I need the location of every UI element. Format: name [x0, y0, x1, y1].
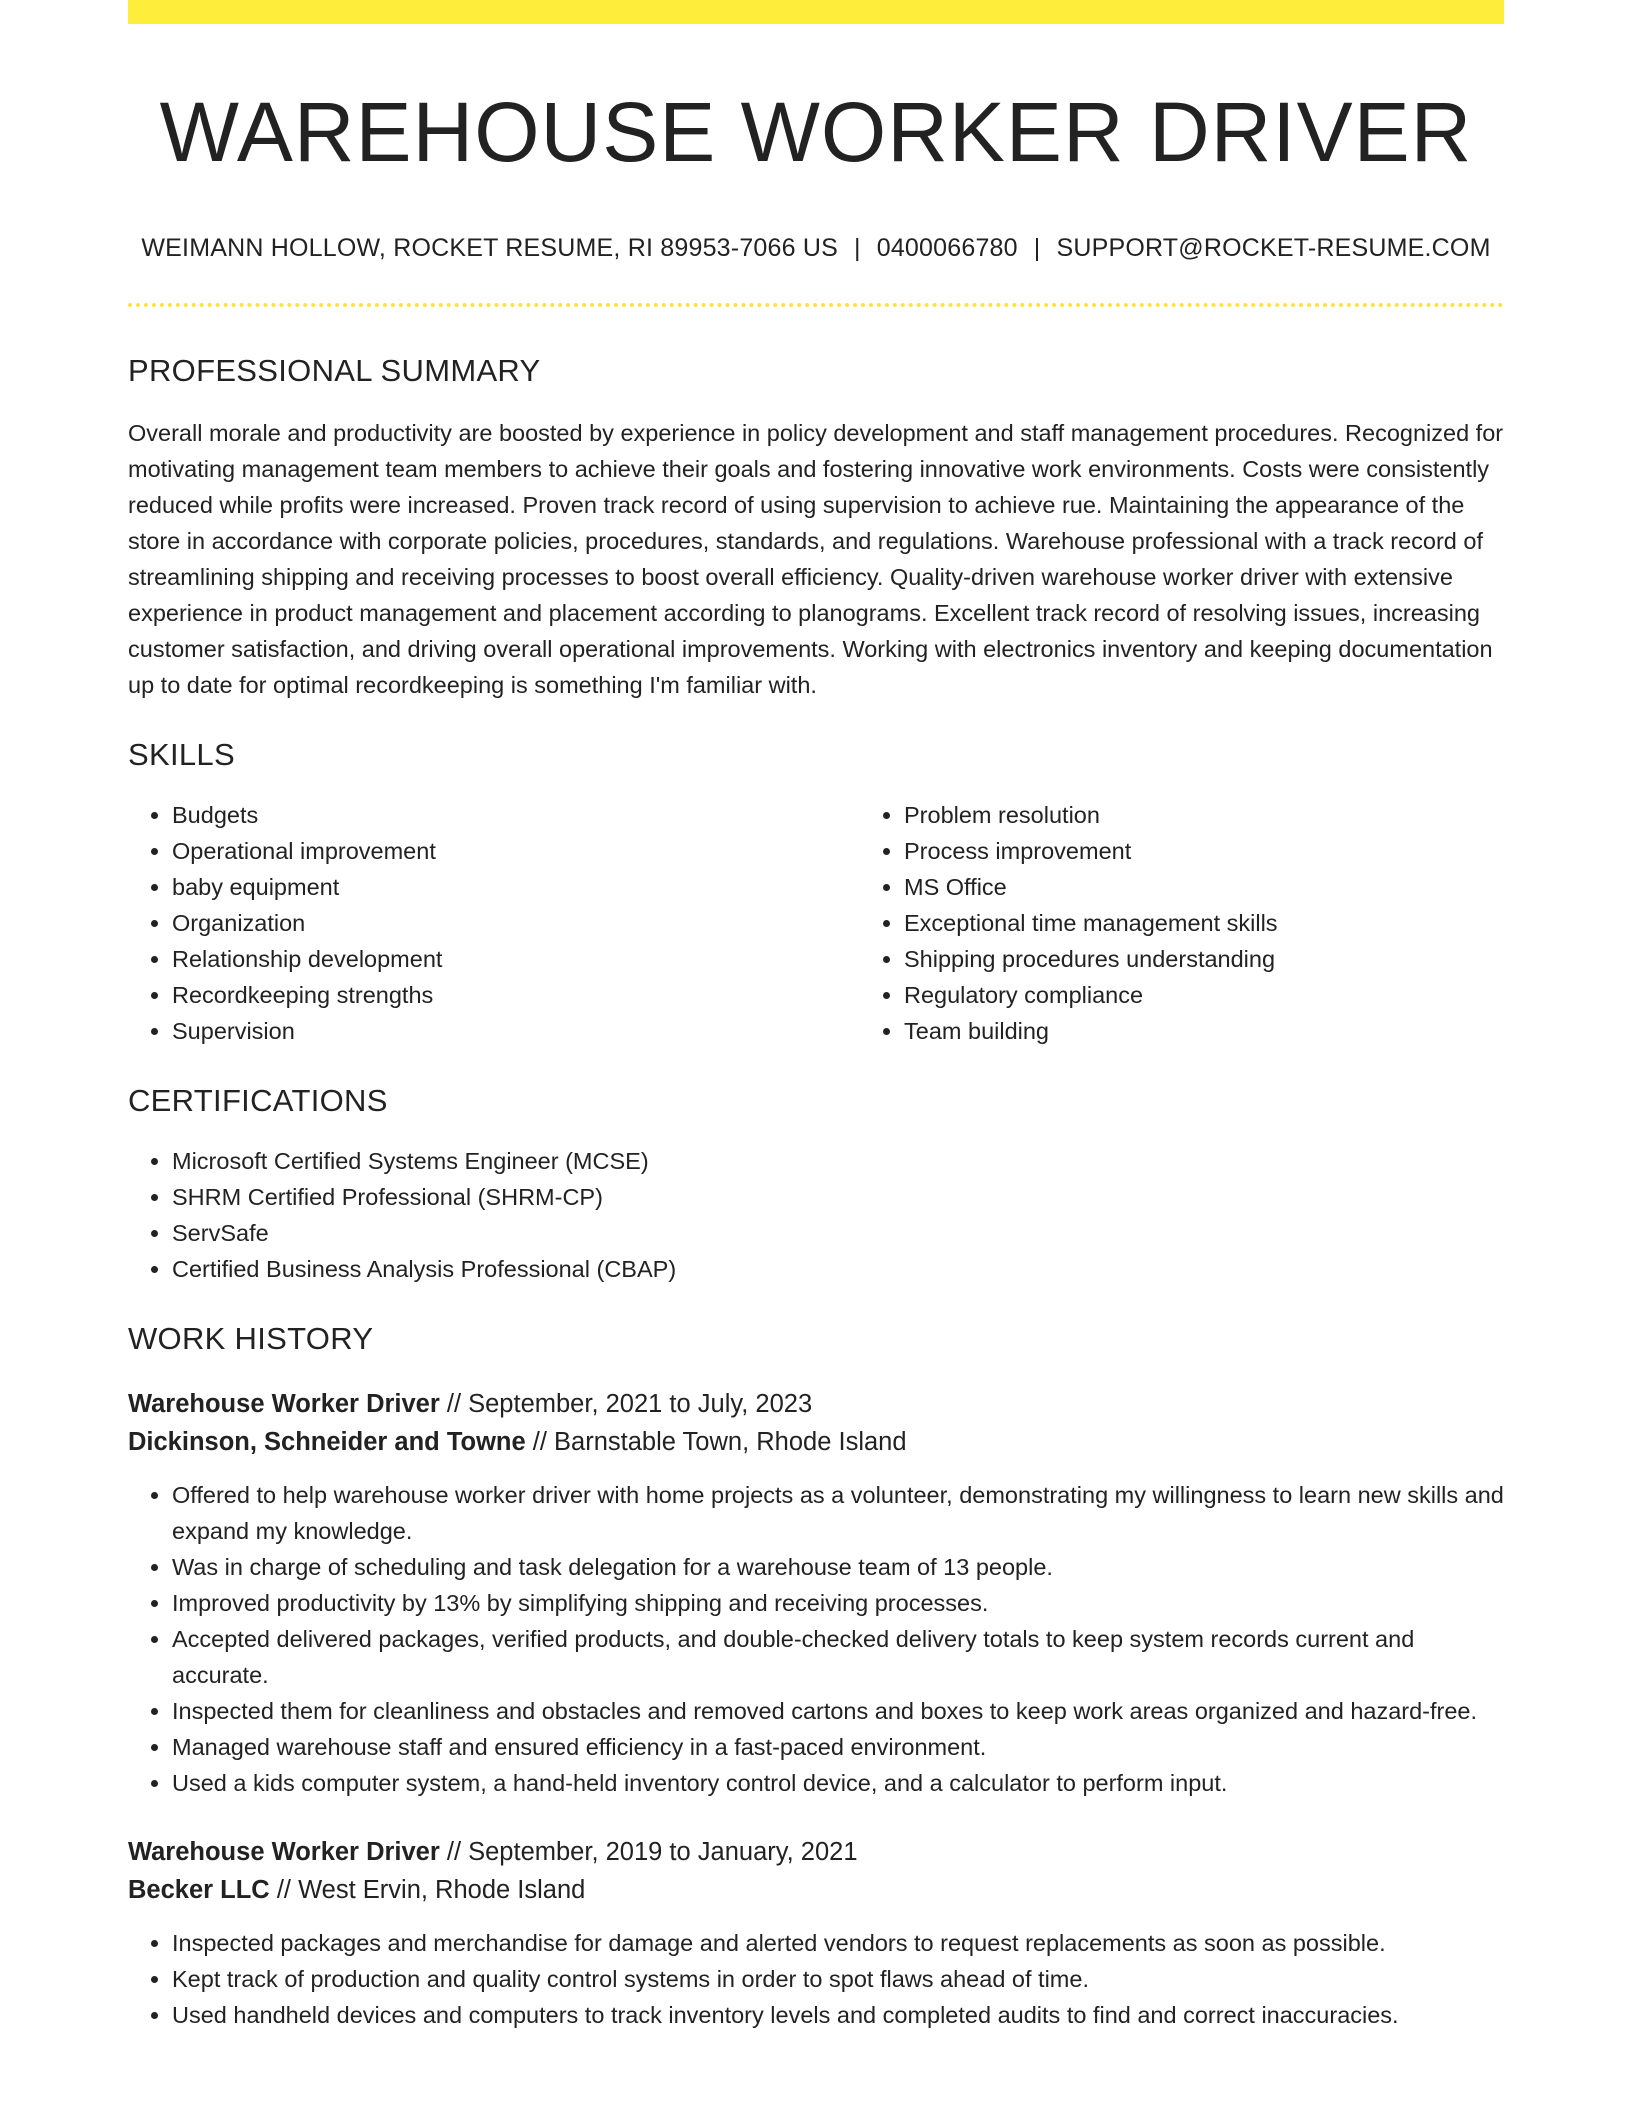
job-dates: // September, 2019 to January, 2021 — [439, 1838, 858, 1867]
skill-item: • Budgets — [172, 797, 860, 833]
skill-item: • Supervision — [172, 1013, 860, 1049]
job-bullet: • Used handheld devices and computers to track inventory levels and completed audits to find and correct inaccuracies. — [172, 1997, 1504, 2033]
skill-item: • Exceptional time management skills — [904, 905, 1592, 941]
job-company-line — [128, 1871, 1504, 1909]
job-company-line — [128, 1423, 1504, 1461]
job-bullet: • Improved productivity by 13% by simplifying shipping and receiving processes. — [172, 1585, 1504, 1621]
certification-item: • ServSafe — [172, 1215, 1504, 1251]
job-location: // West Ervin, Rhode Island — [269, 1876, 586, 1905]
contact-phone: 0400066780 — [876, 234, 1018, 263]
skills-heading: SKILLS — [128, 737, 235, 773]
job-bullets — [128, 1477, 1504, 1801]
job-bullet: • Used a kids computer system, a hand-held inventory control device, and a calculator to perform input. — [172, 1765, 1504, 1801]
skills-column-right — [860, 797, 1592, 1049]
accent-top-bar — [128, 0, 1504, 24]
certifications-list — [128, 1143, 1504, 1287]
job-bullet: • Accepted delivered packages, verified products, and double-checked delivery totals to keep system records current and accurate. — [172, 1621, 1504, 1693]
certification-item: • Microsoft Certified Systems Engineer (MCSE) — [172, 1143, 1504, 1179]
job-bullet: • Managed warehouse staff and ensured efficiency in a fast-paced environment. — [172, 1729, 1504, 1765]
skill-item: • Operational improvement — [172, 833, 860, 869]
skill-item: • MS Office — [904, 869, 1592, 905]
skill-item: • Regulatory compliance — [904, 977, 1592, 1013]
job-bullet: • Was in charge of scheduling and task delegation for a warehouse team of 13 people. — [172, 1549, 1504, 1585]
summary-heading: PROFESSIONAL SUMMARY — [128, 353, 541, 389]
resume-page — [128, 0, 1504, 2033]
job-bullet: • Offered to help warehouse worker driver with home projects as a volunteer, demonstrating my willingness to learn new skills and expand my knowledge. — [172, 1477, 1504, 1549]
summary-text: Overall morale and productivity are boosted by experience in policy development and staff management procedures. Recognized for motivating management team members to achieve their goals and fostering innovative work environments. Costs were consistently reduced while profits were increased. Proven track record of using supervision to achieve rue. Maintaining the appearance of the store in accordance with corporate policies, procedures, standards, and regulations. Warehouse professional with a track record of streamlining shipping and receiving processes to boost overall efficiency. Quality-driven warehouse worker driver with extensive experience in product management and placement according to planograms. Excellent track record of resolving issues, increasing customer satisfaction, and driving overall operational improvements. Working with electronics inventory and keeping documentation up to date for optimal recordkeeping is something I'm familiar with. — [128, 420, 1504, 699]
contact-separator: | — [1033, 234, 1041, 263]
skill-item: • Problem resolution — [904, 797, 1592, 833]
job-dates: // September, 2021 to July, 2023 — [439, 1390, 813, 1419]
candidate-name: WAREHOUSE WORKER DRIVER — [159, 85, 1473, 179]
skills-column-left — [128, 797, 860, 1049]
dotted-divider — [128, 303, 1504, 307]
skill-item: • Process improvement — [904, 833, 1592, 869]
job-bullets — [128, 1925, 1504, 2033]
certification-item: • Certified Business Analysis Professional (CBAP) — [172, 1251, 1504, 1287]
job-title: Warehouse Worker Driver — [128, 1390, 440, 1419]
job-title-line — [128, 1833, 1504, 1871]
job-entry — [128, 1833, 1504, 2033]
certifications-heading: CERTIFICATIONS — [128, 1083, 388, 1119]
contact-address: WEIMANN HOLLOW, ROCKET RESUME, RI 89953-7066 US — [141, 234, 839, 263]
job-title: Warehouse Worker Driver — [128, 1838, 440, 1867]
job-bullet: • Inspected packages and merchandise for damage and alerted vendors to request replacements as soon as possible. — [172, 1925, 1504, 1961]
skills-list — [128, 797, 1504, 1049]
job-bullet: • Kept track of production and quality control systems in order to spot flaws ahead of time. — [172, 1961, 1504, 1997]
skill-item: • baby equipment — [172, 869, 860, 905]
work-history-list — [128, 1385, 1504, 2033]
skill-item: • Shipping procedures understanding — [904, 941, 1592, 977]
skill-item: • Relationship development — [172, 941, 860, 977]
skill-item: • Recordkeeping strengths — [172, 977, 860, 1013]
contact-email[interactable]: SUPPORT@ROCKET-RESUME.COM — [1056, 234, 1491, 263]
work-history-heading: WORK HISTORY — [128, 1321, 374, 1357]
job-bullet: • Inspected them for cleanliness and obstacles and removed cartons and boxes to keep work areas organized and hazard-free. — [172, 1693, 1504, 1729]
job-title-line — [128, 1385, 1504, 1423]
skill-item: • Organization — [172, 905, 860, 941]
contact-separator: | — [854, 234, 861, 263]
job-location: // Barnstable Town, Rhode Island — [525, 1428, 907, 1457]
job-company: Dickinson, Schneider and Towne — [128, 1428, 526, 1457]
skill-item: • Team building — [904, 1013, 1592, 1049]
job-company: Becker LLC — [128, 1876, 270, 1905]
contact-line — [128, 234, 1504, 263]
certification-item: • SHRM Certified Professional (SHRM-CP) — [172, 1179, 1504, 1215]
job-entry — [128, 1385, 1504, 1801]
